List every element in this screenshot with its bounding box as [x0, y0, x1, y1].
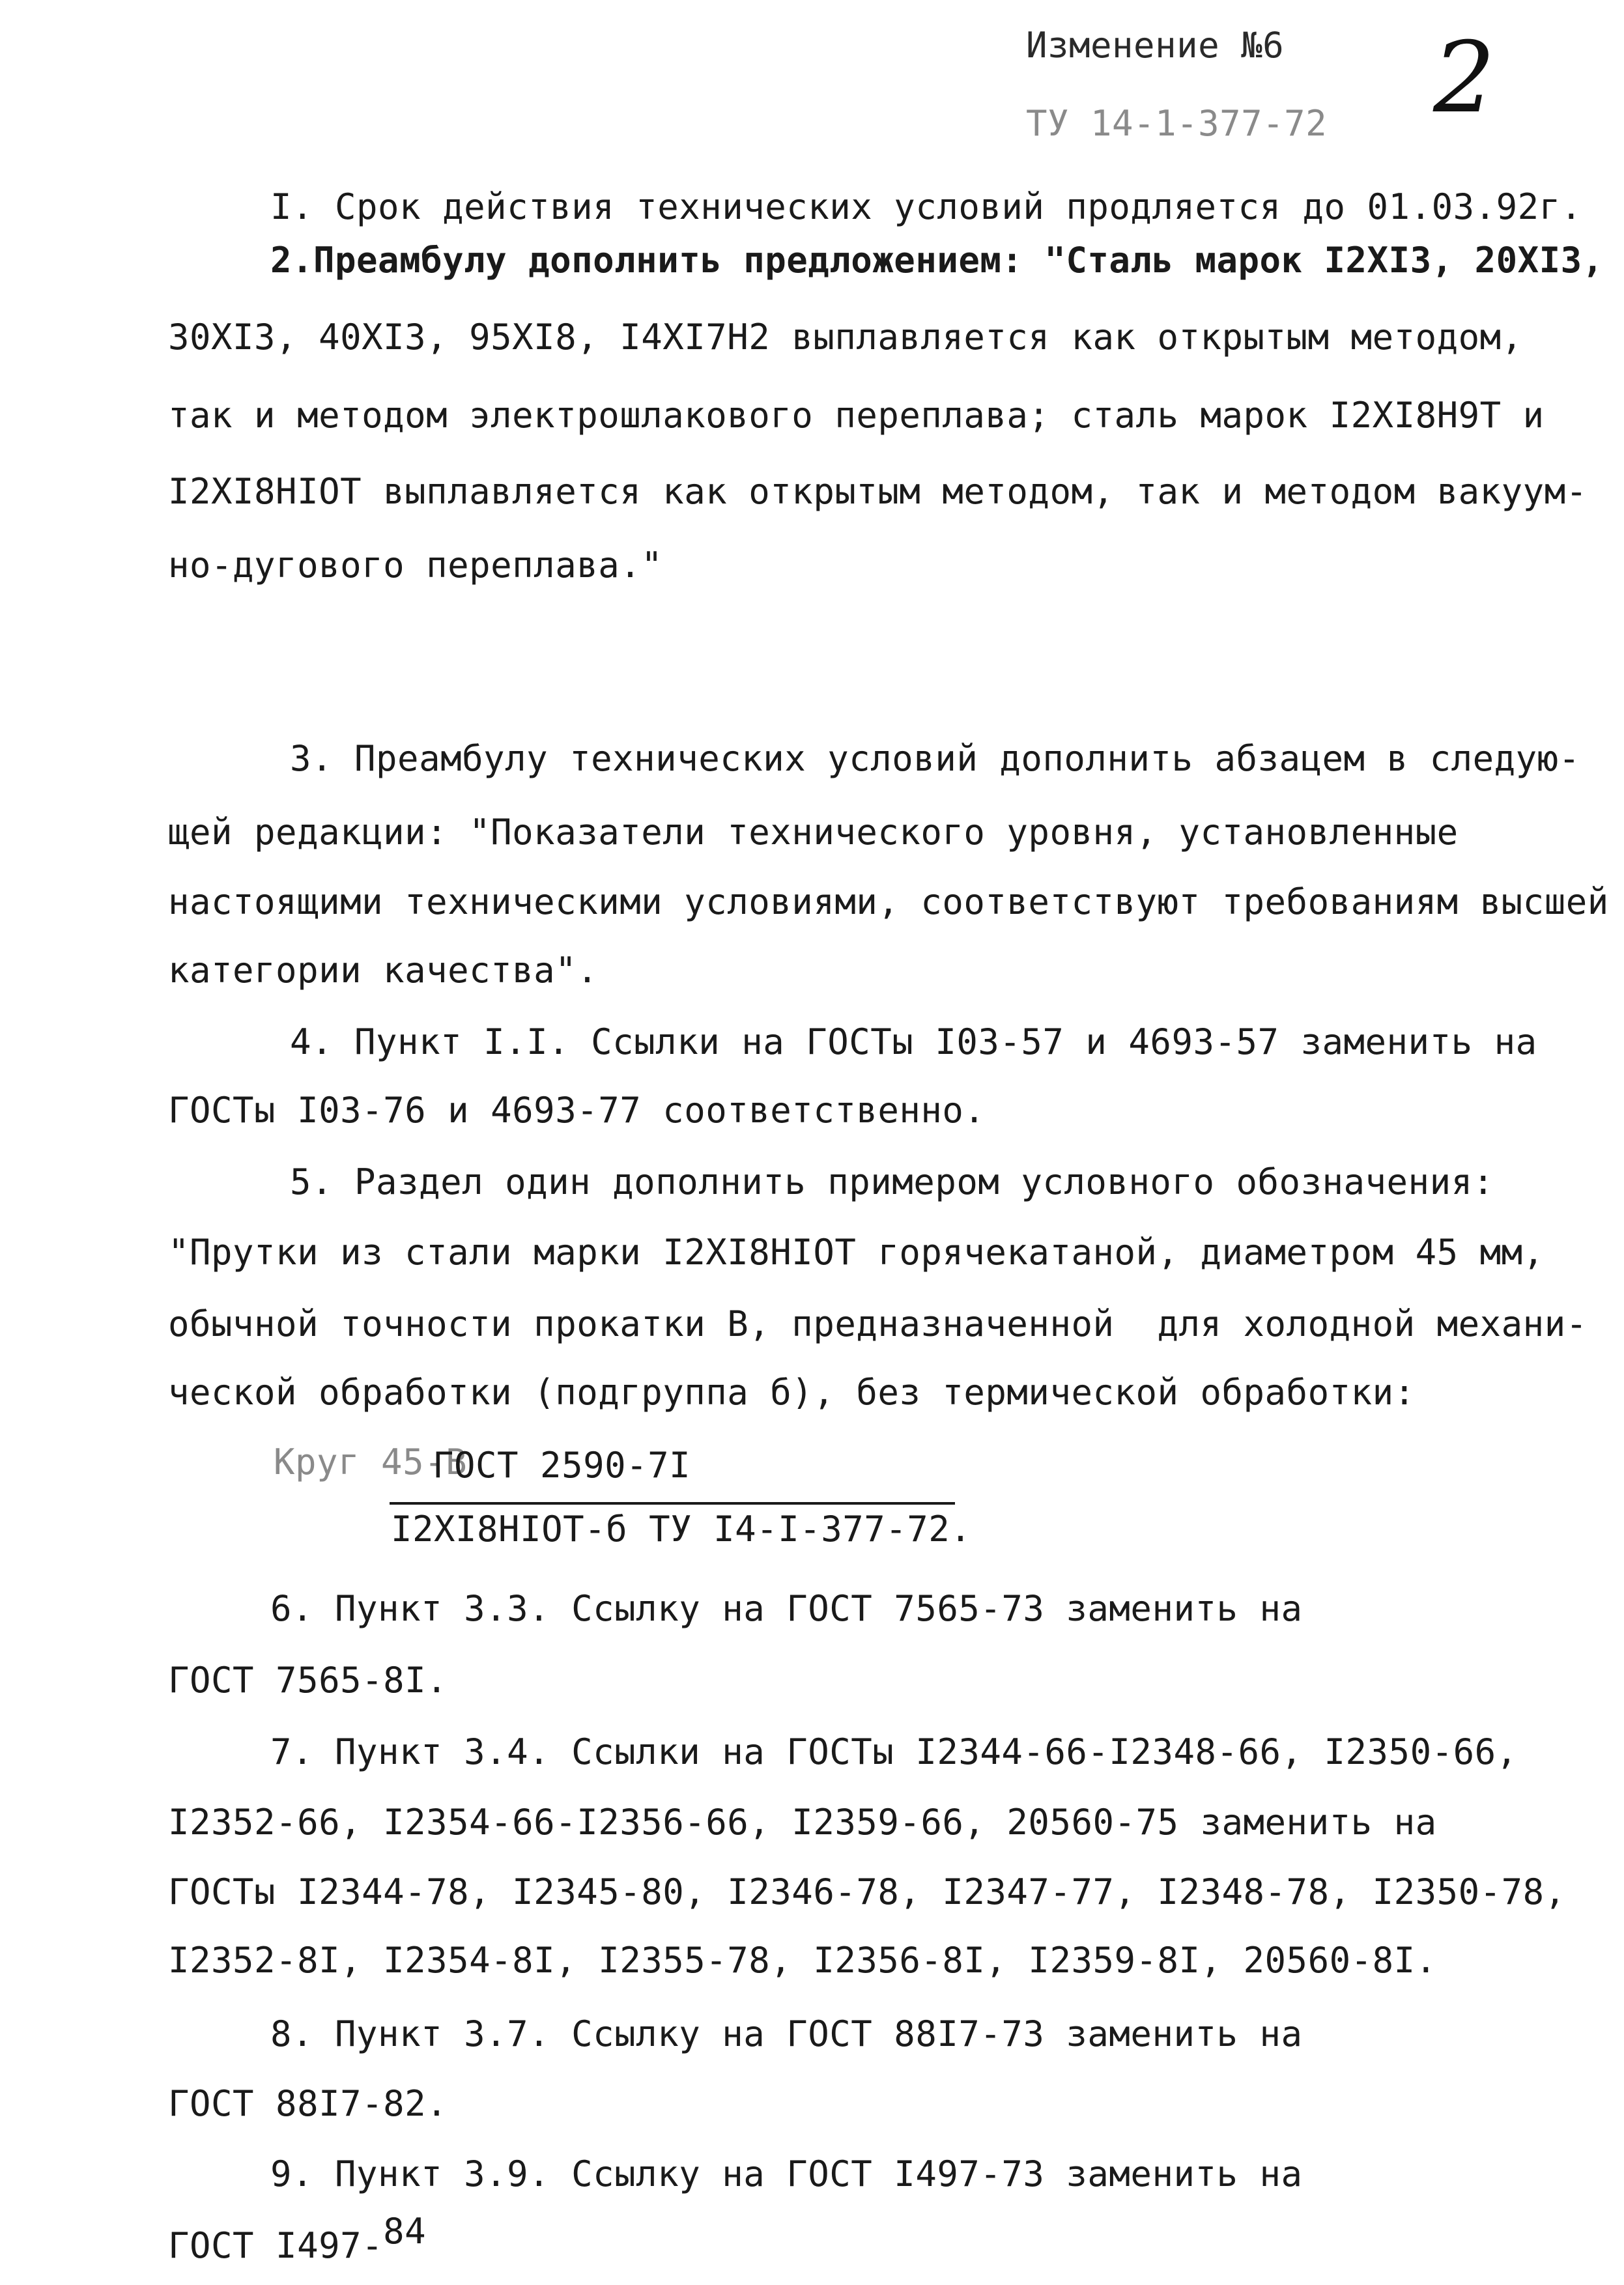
designation-denominator: I2XI8HIOT-б ТУ I4-I-377-72.: [391, 1509, 972, 1550]
item-4-line-1: 4. Пункт I.I. Ссылки на ГОСТы I03-57 и 4693-57 заменить на: [290, 1021, 1537, 1062]
designation-prefix: Круг 45-В: [274, 1441, 468, 1483]
item-7-line-1: 7. Пункт 3.4. Ссылки на ГОСТы I2344-66-I2348-66, I2350-66,: [270, 1731, 1518, 1772]
item-6-line-1: 6. Пункт 3.3. Ссылку на ГОСТ 7565-73 заменить на: [270, 1588, 1303, 1629]
item-9-gost-year: 84: [383, 2211, 427, 2252]
item-2-line-5: но-дугового переплава.": [168, 545, 663, 586]
item-5-line-2: "Прутки из стали марки I2XI8HIOT горячекатаной, диаметром 45 мм,: [168, 1232, 1545, 1273]
fraction-bar: [390, 1502, 955, 1505]
item-5-line-3: обычной точности прокатки В, предназначенной для холодной механи-: [168, 1303, 1588, 1344]
item-2-line-2: 30XI3, 40XI3, 95XI8, I4XI7H2 выплавляется как открытым методом,: [168, 317, 1523, 358]
handwritten-page-number: 2: [1433, 21, 1496, 135]
item-2-line-4: I2XI8HIOT выплавляется как открытым методом, так и методом вакуум-: [168, 471, 1588, 512]
item-5-line-4: ческой обработки (подгруппа б), без термической обработки:: [168, 1372, 1416, 1413]
item-7-line-4: I2352-8I, I2354-8I, I2355-78, I2356-8I, I2359-8I, 20560-8I.: [168, 1940, 1437, 1981]
item-3-line-3: настоящими техническими условиями, соответствуют требованиям высшей: [168, 881, 1609, 922]
item-2-line-1: 2.Преамбулу дополнить предложением: "Сталь марок I2XI3, 20XI3,: [270, 240, 1604, 281]
item-9-line-1: 9. Пункт 3.9. Ссылку на ГОСТ I497-73 заменить на: [270, 2153, 1303, 2194]
item-2-line-3: так и методом электрошлакового переплава; сталь марок I2XI8H9T и: [168, 395, 1545, 436]
item-7-line-2: I2352-66, I2354-66-I2356-66, I2359-66, 20560-75 заменить на: [168, 1802, 1437, 1843]
change-number: Изменение №6: [1026, 25, 1285, 66]
item-7-line-3: ГОСТы I2344-78, I2345-80, I2346-78, I2347-77, I2348-78, I2350-78,: [168, 1871, 1566, 1912]
item-9-gost-prefix: ГОСТ I497-: [168, 2225, 384, 2266]
item-9-line-2: [168, 2211, 427, 2266]
item-8-line-2: ГОСТ 88I7-82.: [168, 2083, 448, 2124]
item-4-line-2: ГОСТы I03-76 и 4693-77 соответственно.: [168, 1090, 986, 1131]
item-1-line: I. Срок действия технических условий продляется до 01.03.92г.: [270, 186, 1582, 227]
item-5-line-1: 5. Раздел один дополнить примером условного обозначения:: [290, 1161, 1494, 1202]
item-3-line-2: щей редакции: "Показатели технического уровня, установленные: [168, 812, 1459, 853]
spec-number: ТУ 14-1-377-72: [1026, 103, 1328, 144]
item-3-line-1: 3. Преамбулу технических условий дополнить абзацем в следую-: [290, 738, 1580, 779]
item-3-line-4: категории качества".: [168, 950, 599, 991]
item-8-line-1: 8. Пункт 3.7. Ссылку на ГОСТ 88I7-73 заменить на: [270, 2013, 1303, 2054]
designation-numerator: ГОСТ 2590-7I: [433, 1445, 691, 1486]
item-6-line-2: ГОСТ 7565-8I.: [168, 1660, 448, 1701]
